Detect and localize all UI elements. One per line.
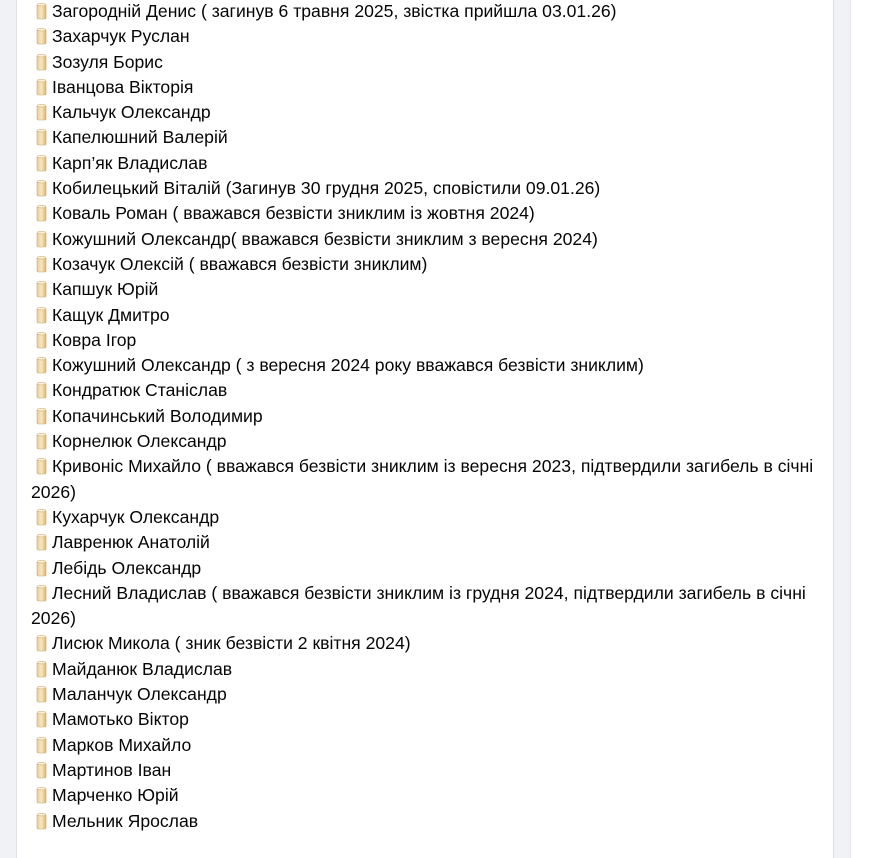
list-item bbox=[31, 201, 831, 226]
candle-icon bbox=[36, 634, 47, 652]
entry-text: Мартинов Іван bbox=[52, 759, 172, 780]
entry-text: Кальчук Олександр bbox=[52, 102, 211, 123]
list-item bbox=[31, 24, 831, 49]
candle-icon bbox=[36, 53, 47, 71]
entry-text: Козачук Олексій ( вважався безвісти зниклим) bbox=[52, 253, 428, 274]
entry-text: Карп’як Владислав bbox=[52, 152, 208, 173]
entry-text: Кобилецький Віталій (Загинув 30 грудня 2025, сповістили 09.01.26) bbox=[52, 178, 601, 199]
candle-icon bbox=[36, 381, 47, 399]
candle-icon bbox=[36, 27, 47, 45]
list-item bbox=[31, 707, 831, 732]
entry-text: Кондратюк Станіслав bbox=[52, 380, 228, 401]
memorial-list bbox=[31, 0, 831, 834]
entry-text: Лесний Владислав ( вважався безвісти зниклим із грудня 2024, підтвердили загибель в січні 2026) bbox=[31, 582, 806, 629]
candle-icon bbox=[36, 2, 47, 20]
list-item bbox=[31, 404, 831, 429]
entry-text: Корнелюк Олександр bbox=[52, 431, 227, 452]
candle-icon bbox=[36, 128, 47, 146]
entry-text: Загородній Денис ( загинув 6 травня 2025, звістка прийшла 03.01.26) bbox=[52, 1, 617, 21]
list-item bbox=[31, 758, 831, 783]
candle-icon bbox=[36, 432, 47, 450]
candle-icon bbox=[36, 685, 47, 703]
entry-text: Зозуля Борис bbox=[52, 51, 163, 72]
list-item bbox=[31, 682, 831, 707]
list-item bbox=[31, 353, 831, 378]
entry-text: Кухарчук Олександр bbox=[52, 506, 220, 527]
list-item bbox=[31, 75, 831, 100]
list-item bbox=[31, 809, 831, 834]
list-item bbox=[31, 530, 831, 555]
list-item bbox=[31, 176, 831, 201]
list-item bbox=[31, 581, 831, 632]
candle-icon bbox=[36, 154, 47, 172]
entry-text: Ковра Ігор bbox=[52, 329, 137, 350]
entry-text: Кривоніс Михайло ( вважався безвісти зниклим із вересня 2023, підтвердили загибель в січні 2026) bbox=[31, 456, 814, 502]
candle-icon bbox=[36, 710, 47, 728]
entry-text: Кожушний Олександр ( з вересня 2024 року вважався безвісти зниклим) bbox=[52, 355, 644, 376]
candle-icon bbox=[36, 230, 47, 248]
entry-text: Мельник Ярослав bbox=[52, 810, 199, 831]
entry-text: Кожушний Олександр( вважався безвісти зниклим з вересня 2024) bbox=[52, 228, 598, 249]
candle-icon bbox=[36, 736, 47, 754]
candle-icon bbox=[36, 584, 47, 602]
entry-text: Капелюшний Валерій bbox=[52, 127, 228, 148]
entry-text: Лавренюк Анатолій bbox=[52, 532, 210, 553]
entry-text: Марков Михайло bbox=[52, 734, 192, 755]
list-item bbox=[31, 151, 831, 176]
candle-icon bbox=[36, 660, 47, 678]
entry-text: Лебідь Олександр bbox=[52, 557, 202, 578]
list-item bbox=[31, 505, 831, 530]
candle-icon bbox=[36, 457, 47, 475]
list-item bbox=[31, 657, 831, 682]
list-item bbox=[31, 227, 831, 252]
list-item bbox=[31, 303, 831, 328]
entry-text: Марченко Юрій bbox=[52, 785, 179, 806]
entry-text: Мамотько Віктор bbox=[52, 709, 189, 730]
list-item bbox=[31, 429, 831, 454]
candle-icon bbox=[36, 786, 47, 804]
candle-icon bbox=[36, 356, 47, 374]
entry-text: Маланчук Олександр bbox=[52, 684, 227, 705]
entry-text: Захарчук Руслан bbox=[52, 26, 190, 47]
candle-icon bbox=[36, 255, 47, 273]
candle-icon bbox=[36, 204, 47, 222]
candle-icon bbox=[36, 407, 47, 425]
candle-icon bbox=[36, 812, 47, 830]
list-item bbox=[31, 783, 831, 808]
list-item bbox=[31, 252, 831, 277]
candle-icon bbox=[36, 280, 47, 298]
list-item bbox=[31, 378, 831, 403]
entry-text: Копачинський Володимир bbox=[52, 405, 263, 426]
candle-icon bbox=[36, 331, 47, 349]
candle-icon bbox=[36, 508, 47, 526]
list-item bbox=[31, 631, 831, 656]
list-item bbox=[31, 100, 831, 125]
candle-icon bbox=[36, 306, 47, 324]
entry-text: Іванцова Вікторія bbox=[52, 76, 194, 97]
list-item bbox=[31, 125, 831, 150]
candle-icon bbox=[36, 179, 47, 197]
entry-text: Майданюк Владислав bbox=[52, 658, 233, 679]
list-item bbox=[31, 556, 831, 581]
entry-text: Кащук Дмитро bbox=[52, 304, 170, 325]
entry-text: Коваль Роман ( вважався безвісти зниклим із жовтня 2024) bbox=[52, 203, 535, 224]
list-item bbox=[31, 328, 831, 353]
candle-icon bbox=[36, 103, 47, 121]
right-gutter bbox=[850, 0, 870, 858]
candle-icon bbox=[36, 78, 47, 96]
list-item bbox=[31, 50, 831, 75]
list-item bbox=[31, 0, 831, 24]
entry-text: Лисюк Микола ( зник безвісти 2 квітня 2024) bbox=[52, 633, 411, 654]
entry-text: Капшук Юрій bbox=[52, 279, 159, 300]
candle-icon bbox=[36, 559, 47, 577]
candle-icon bbox=[36, 761, 47, 779]
list-item bbox=[31, 277, 831, 302]
list-item bbox=[31, 454, 831, 505]
candle-icon bbox=[36, 533, 47, 551]
list-item bbox=[31, 733, 831, 758]
